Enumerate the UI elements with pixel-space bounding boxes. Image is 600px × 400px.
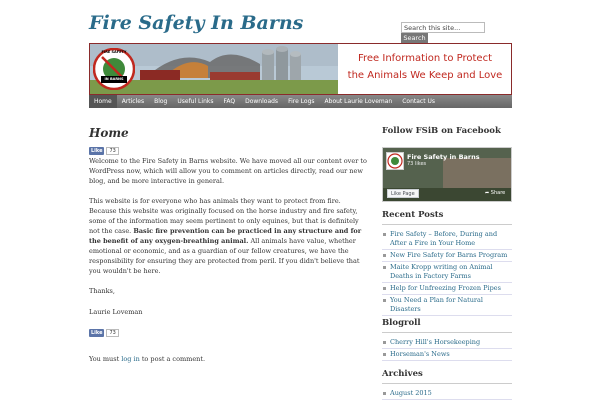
page-title: Home bbox=[89, 126, 129, 140]
facebook-likes-count: 73 likes bbox=[407, 161, 427, 167]
search-input[interactable] bbox=[401, 22, 485, 33]
facebook-like-widget bbox=[89, 147, 119, 155]
login-prompt bbox=[89, 354, 369, 364]
archives-list bbox=[382, 388, 512, 400]
fsib-logo-small-icon bbox=[387, 153, 403, 169]
recent-post-item[interactable]: You Need a Plan for Natural Disasters bbox=[382, 295, 512, 316]
recent-post-item[interactable]: New Fire Safety for Barns Program bbox=[382, 250, 512, 262]
site-title[interactable]: Fire Safety In Barns bbox=[89, 12, 304, 34]
banner-tagline-line2: the Animals We Keep and Love bbox=[347, 70, 503, 81]
divider bbox=[382, 332, 512, 333]
recent-post-item[interactable]: Maite Kropp writing on Animal Deaths in Factory Farms bbox=[382, 262, 512, 283]
recent-posts-heading: Recent Posts bbox=[382, 210, 444, 220]
facebook-heading: Follow FSiB on Facebook bbox=[382, 126, 501, 136]
archive-item[interactable]: August 2015 bbox=[382, 388, 512, 400]
recent-post-item[interactable]: Help for Unfreezing Frozen Pipes bbox=[382, 283, 512, 295]
logo-text-top: FIRE SAFETY bbox=[101, 50, 127, 54]
nav-item-useful-links[interactable]: Useful Links bbox=[177, 98, 214, 105]
mission-text-c: All animals have value, whether emotional or economic, and as a guardian of our fellow creatures, we have the responsibility for ensuring they are protected from peril. If you didn't believe that you wouldn't be here. bbox=[89, 237, 360, 275]
nav-item-contact[interactable]: Contact Us bbox=[402, 98, 435, 105]
nav-item-about[interactable]: About Laurie Loveman bbox=[324, 98, 393, 105]
divider bbox=[382, 383, 512, 384]
nav-item-faq[interactable]: FAQ bbox=[223, 98, 236, 105]
divider bbox=[382, 224, 512, 225]
thanks-text: Thanks, bbox=[89, 287, 115, 295]
nav-item-home[interactable]: Home bbox=[89, 95, 117, 108]
login-suffix: to post a comment. bbox=[139, 355, 206, 363]
share-icon: ➦ bbox=[485, 190, 490, 196]
mission-text-a: This website is for everyone who has animals they want to protect from fire. Because this website was originally focused on the horse industry and fire safety, some of the information may seem pertinent to only equines, but that is definitely not the case. bbox=[89, 197, 359, 235]
blogroll-heading: Blogroll bbox=[382, 318, 421, 328]
nav-item-articles[interactable]: Articles bbox=[121, 98, 145, 105]
facebook-share-label: Share bbox=[490, 190, 506, 196]
facebook-page-name[interactable]: Fire Safety in Barns bbox=[407, 153, 480, 161]
banner-tagline bbox=[339, 50, 511, 84]
login-link[interactable]: log in bbox=[121, 355, 140, 363]
facebook-page-avatar bbox=[386, 152, 404, 170]
nav-item-blog[interactable]: Blog bbox=[154, 98, 168, 105]
facebook-like-widget-bottom bbox=[89, 329, 119, 337]
main-nav bbox=[89, 95, 512, 108]
blogroll-item[interactable]: Horseman's News bbox=[382, 349, 512, 361]
like-count-bottom: 73 bbox=[106, 329, 118, 337]
mission-text-bold: Basic fire prevention can be practiced in any structure and for the benefit of any oxygen-breathing animal. bbox=[89, 227, 362, 245]
like-button-bottom[interactable]: Like bbox=[91, 330, 103, 336]
mission-paragraph bbox=[89, 196, 369, 276]
header-banner bbox=[89, 43, 512, 95]
blogroll-item[interactable]: Cherry Hill's Horsekeeping bbox=[382, 337, 512, 349]
facebook-page-widget[interactable] bbox=[382, 147, 512, 202]
facebook-like-page-button[interactable] bbox=[387, 189, 419, 198]
recent-posts-list bbox=[382, 229, 512, 316]
fsib-logo bbox=[93, 48, 135, 90]
intro-paragraph: Welcome to the Fire Safety in Barns website. We have moved all our content over to WordPress now, which will allow you to comment on articles directly, read our new blog, and be more interactive in general. bbox=[89, 157, 367, 185]
facebook-like-page-label: Like Page bbox=[391, 191, 415, 197]
banner-tagline-line1: Free Information to Protect bbox=[357, 53, 493, 64]
blogroll-list bbox=[382, 337, 512, 361]
like-count: 73 bbox=[106, 147, 118, 155]
like-button[interactable]: Like bbox=[91, 148, 103, 154]
search-button[interactable]: Search bbox=[401, 33, 428, 43]
archives-heading: Archives bbox=[382, 369, 423, 379]
signature: Laurie Loveman bbox=[89, 308, 143, 316]
recent-post-item[interactable]: Fire Safety – Before, During and After a Fire in Your Home bbox=[382, 229, 512, 250]
login-prefix: You must bbox=[89, 355, 122, 363]
nav-item-fire-logs[interactable]: Fire Logs bbox=[288, 98, 315, 105]
logo-text-bottom: IN BARNS bbox=[104, 77, 124, 81]
facebook-share-button[interactable] bbox=[485, 189, 505, 198]
nav-item-downloads[interactable]: Downloads bbox=[245, 98, 279, 105]
